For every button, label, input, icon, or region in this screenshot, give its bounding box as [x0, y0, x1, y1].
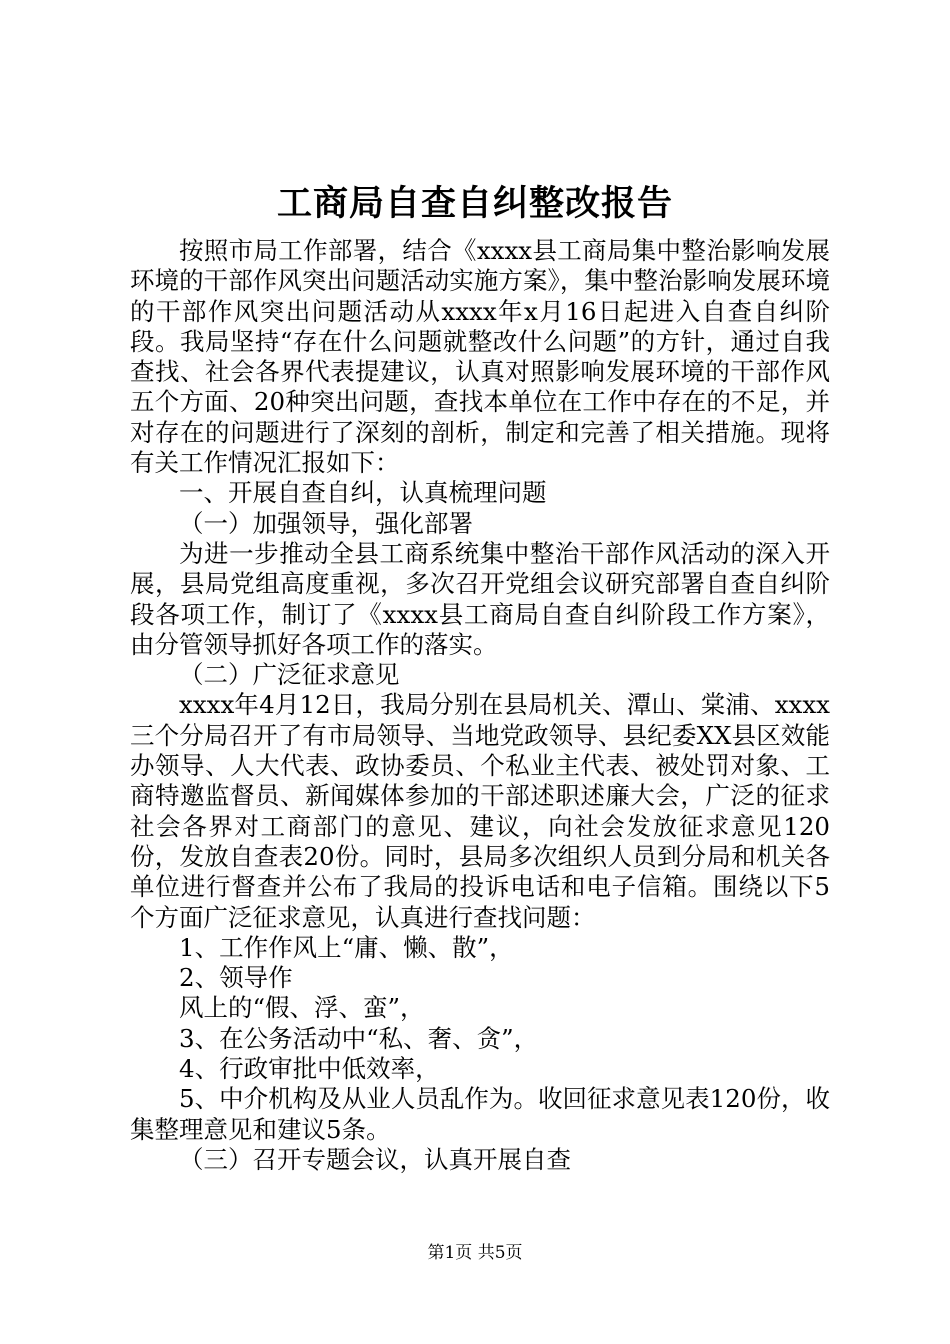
paragraph-intro: 按照市局工作部署，结合《xxxx县工商局集中整治影响发展环境的干部作风突出问题活动实施方案》，集中整治影响发展环境的干部作风突出问题活动从xxxx年x月16日起进入自查自纠阶段。我局坚持“存在什么问题就整改什么问题”的方针，通过自我查找、社会各界代表提建议，认真对照影响发展环境的干部作风五个方面、20种突出问题，查找本单位在工作中存在的不足，并对存在的问题进行了深刻的剖析，制定和完善了相关措施。现将有关工作情况汇报如下： [130, 236, 830, 478]
list-item-2: 2、领导作 [179, 963, 293, 993]
list-item-5: 5、中介机构及从业人员乱作为。收回征求意见表120份，收集整理意见和建议5条。 [130, 1084, 830, 1144]
subsection-heading-3: （三）召开专题会议，认真开展自查 [179, 1144, 571, 1174]
paragraph-leadership: 为进一步推动全县工商系统集中整治干部作风活动的深入开展，县局党组高度重视，多次召开党组会议研究部署自查自纠阶段各项工作，制订了《xxxx县工商局自查自纠阶段工作方案》，由分管领导抓好各项工作的落实。 [130, 538, 830, 659]
list-item-2-continued: 风上的“假、浮、蛮”， [179, 993, 425, 1023]
list-item-3: 3、在公务活动中“私、奢、贪”， [179, 1023, 539, 1053]
document-body [130, 236, 830, 1175]
page-number: 第1页 共5页 [427, 1243, 523, 1263]
document-title: 工商局自查自纠整改报告 [276, 183, 673, 224]
list-item-1: 1、工作作风上“庸、懒、散”， [179, 932, 514, 962]
paragraph-opinions: xxxx年4月12日，我局分别在县局机关、潭山、棠浦、xxxx三个分局召开了有市局领导、当地党政领导、县纪委XX县区效能办领导、人大代表、政协委员、个私业主代表、被处罚对象、工商特邀监督员、新闻媒体参加的干部述职述廉大会，广泛的征求社会各界对工商部门的意见、建议，向社会发放征求意见120份，发放自查表20份。同时，县局多次组织人员到分局和机关各单位进行督查并公布了我局的投诉电话和电子信箱。围绕以下5个方面广泛征求意见，认真进行查找问题： [130, 690, 830, 932]
section-heading-1: 一、开展自查自纠，认真梳理问题 [179, 478, 547, 508]
subsection-heading-1: （一）加强领导，强化部署 [179, 508, 473, 538]
list-item-4: 4、行政审批中低效率， [179, 1054, 440, 1084]
subsection-heading-2: （二）广泛征求意见 [179, 660, 400, 690]
